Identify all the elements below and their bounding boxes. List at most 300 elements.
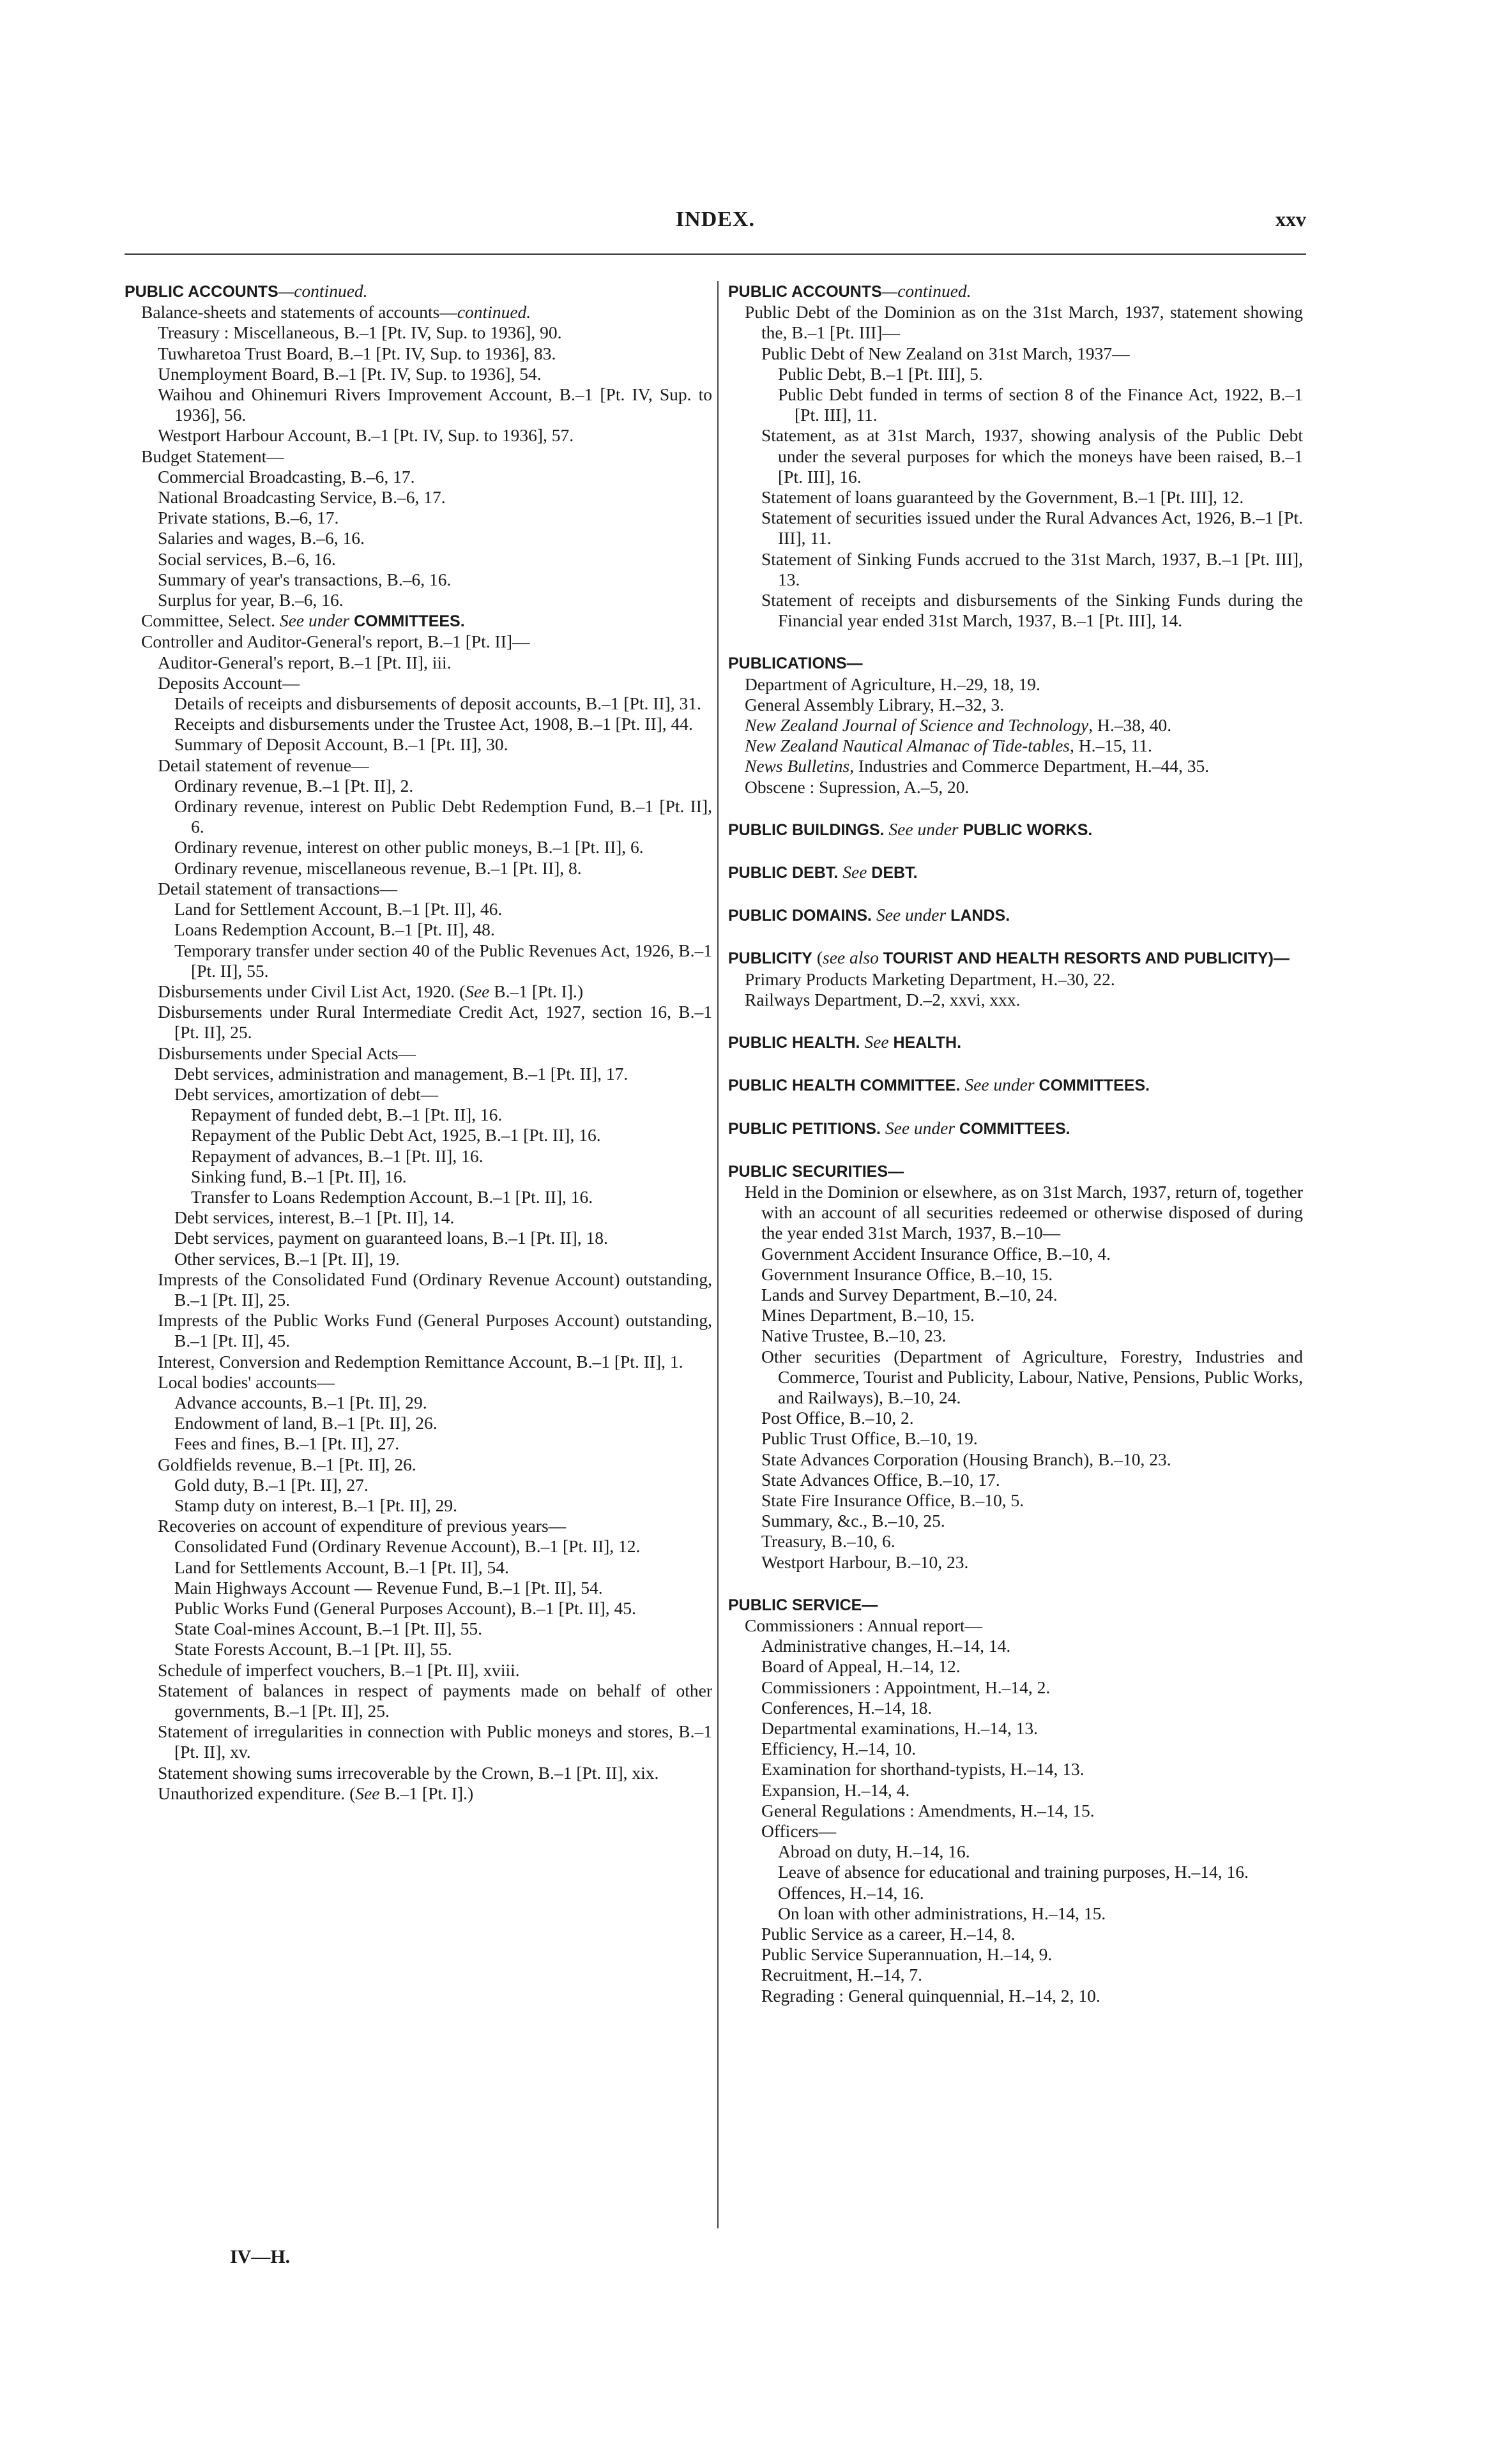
heading-text: PUBLICATIONS— [728,654,863,673]
entry-text: Imprests of the Consolidated Fund (Ordinary Revenue Account) outstanding, B.–1 [Pt. II], 25. [158,1269,712,1310]
heading-text: PUBLIC DEBT. [728,864,843,882]
index-entry [125,1064,712,1084]
index-entry [125,1763,712,1783]
heading-text: TOURIST AND HEALTH RESORTS AND PUBLICITY)— [878,949,1290,968]
italic-text: See [864,1032,889,1052]
index-entry [728,736,1303,756]
entry-text: Details of receipts and disbursements of deposit accounts, B.–1 [Pt. II], 31. [174,693,701,714]
italic-text: News Bulletins [745,756,850,776]
entry-text: Advance accounts, B.–1 [Pt. II], 29. [174,1392,427,1412]
heading-text: COMMITTEES. [955,1119,1070,1138]
index-entry [728,1636,1303,1656]
entry-text: Deposits Account— [158,672,300,693]
index-entry [125,1536,712,1557]
entry-text: , H.–38, 40. [1088,715,1172,736]
index-entry [125,1598,712,1619]
entry-text: Mines Department, B.–10, 15. [761,1305,975,1326]
entry-text: Other securities (Department of Agriculture, Forestry, Industries and Commerce, Tourist and Publicity, Labour, Native, Pensions, Public Works, and Railways), B.–10, 24. [761,1346,1303,1407]
index-entry [125,879,712,899]
heading-text: PUBLIC HEALTH. [728,1034,865,1052]
entry-text: Main Highways Account — Revenue Fund, B.–1 [Pt. II], 54. [174,1577,603,1598]
index-entry [728,1924,1303,1944]
index-entry [728,1490,1303,1511]
index-entry [728,756,1303,776]
page-header [125,208,1306,246]
entry-text: General Assembly Library, H.–32, 3. [745,694,1005,714]
entry-text: Primary Products Marketing Department, H.–30, 22. [745,969,1115,989]
index-heading [728,653,1303,674]
index-entry [125,1495,712,1516]
entry-text: Government Accident Insurance Office, B.–10, 4. [761,1243,1111,1264]
entry-spacer [728,1096,1303,1118]
index-entry [125,1639,712,1659]
index-entry [125,425,712,446]
entry-text: , Industries and Commerce Department, H.–44, 35. [849,756,1210,776]
entry-text: Statement of securities issued under the Rural Advances Act, 1926, B.–1 [Pt. III], 11. [761,508,1303,548]
index-entry [125,776,712,796]
entry-text: Detail statement of revenue— [158,755,369,775]
index-entry [125,941,712,981]
index-heading [728,1118,1303,1139]
index-entry [728,1511,1303,1531]
index-entry [728,1739,1303,1759]
index-entry [125,384,712,425]
index-entry [728,1986,1303,2006]
index-column-left [125,281,712,1804]
index-entry [125,796,712,837]
entry-text: Administrative changes, H.–14, 14. [761,1636,1011,1656]
index-entry [728,695,1303,715]
entry-text: Unauthorized expenditure. ( [158,1783,356,1803]
entry-text: State Advances Corporation (Housing Branch), B.–10, 23. [761,1449,1171,1469]
entry-text: Public Debt of New Zealand on 31st March, 1937— [761,343,1130,363]
italic-text: —continued. [278,281,368,301]
italic-text: See under [964,1075,1035,1095]
entry-text: Debt services, interest, B.–1 [Pt. II], 14. [174,1207,455,1228]
entry-text: Controller and Auditor-General's report, B.–1 [Pt. II]— [141,631,530,652]
index-entry [728,674,1303,695]
index-entry [125,610,712,631]
index-entry [125,1578,712,1598]
heading-text: PUBLIC SECURITIES— [728,1162,904,1181]
index-entry [728,1801,1303,1821]
index-entry [125,1310,712,1351]
index-heading [728,1075,1303,1096]
entry-text: Regrading : General quinquennial, H.–14, 2, 10. [761,1985,1100,2006]
index-entry [125,1681,712,1721]
index-entry [125,693,712,714]
entry-text: Other services, B.–1 [Pt. II], 19. [174,1248,400,1269]
entry-text: Repayment of advances, B.–1 [Pt. II], 16. [191,1145,483,1166]
index-entry [125,1125,712,1145]
index-entry [125,1433,712,1454]
index-entry [125,1660,712,1681]
entry-text: Loans Redemption Account, B.–1 [Pt. II], 48. [174,919,495,940]
entry-text: Public Debt, B.–1 [Pt. III], 5. [778,363,983,384]
index-heading [728,819,1303,840]
entry-text: On loan with other administrations, H.–14, 15. [778,1903,1106,1923]
index-entry [125,590,712,610]
index-entry [125,508,712,528]
index-entry [728,1408,1303,1428]
entry-text: Obscene : Supression, A.–5, 20. [745,776,970,797]
index-entry [125,467,712,487]
italic-text: See [842,862,867,882]
entry-text: , H.–15, 11. [1070,736,1152,756]
index-entry [125,344,712,364]
index-entry [125,1043,712,1064]
index-entry [125,487,712,508]
entry-text: Recoveries on account of expenditure of previous years— [158,1516,567,1536]
entry-text: Post Office, B.–10, 2. [761,1408,914,1428]
entry-text: Leave of absence for educational and training purposes, H.–14, 16. [778,1862,1249,1882]
heading-text: DEBT. [867,864,918,882]
index-entry [125,919,712,940]
heading-text: PUBLIC DOMAINS. [728,907,876,925]
italic-text: New Zealand Nautical Almanac of Tide-tables [745,736,1070,756]
header-rule [125,253,1306,255]
entry-text: Statement of irregularities in connection with Public moneys and stores, B.–1 [Pt. II], xv. [158,1721,712,1762]
entry-text: B.–1 [Pt. I].) [489,981,584,1001]
index-entry [125,1413,712,1433]
entry-text: Disbursements under Special Acts— [158,1043,416,1063]
entry-text: Conferences, H.–14, 18. [761,1697,933,1718]
entry-text: State Fire Insurance Office, B.–10, 5. [761,1490,1024,1510]
index-entry [728,487,1303,508]
index-entry [125,1105,712,1125]
signature-mark: IV—H. [230,2246,291,2267]
entry-text: Receipts and disbursements under the Trustee Act, 1908, B.–1 [Pt. II], 44. [174,714,693,734]
heading-text: COMMITTEES. [1034,1077,1150,1095]
index-heading [728,1161,1303,1182]
entry-text: Ordinary revenue, miscellaneous revenue, B.–1 [Pt. II], 8. [174,858,582,878]
entry-text: Westport Harbour Account, B.–1 [Pt. IV, Sup. to 1936], 57. [158,425,574,446]
index-entry [728,1305,1303,1326]
entry-text: B.–1 [Pt. I].) [379,1783,474,1803]
entry-text: Committee, Select. [141,610,280,631]
index-entry [728,1759,1303,1780]
entry-text: Summary, &c., B.–10, 25. [761,1511,945,1531]
index-entry [125,1721,712,1762]
entry-text: Statement of balances in respect of payments made on behalf of other governments, B.–1 [Pt. II], 25. [158,1680,712,1721]
index-entry [728,1615,1303,1636]
index-entry [125,858,712,879]
entry-text: Statement of receipts and disbursements of the Sinking Funds during the Financial year ended 31st March, 1937, B.–1 [Pt. III], 14. [761,590,1303,631]
entry-text: Statement, as at 31st March, 1937, showing analysis of the Public Debt under the several purposes for which the moneys have been raised, B.–1 [Pt. III], 16. [761,425,1303,487]
entry-text: Commercial Broadcasting, B.–6, 17. [158,466,415,487]
index-entry [125,302,712,322]
entry-text: Social services, B.–6, 16. [158,548,336,569]
entry-text: Ordinary revenue, interest on other public moneys, B.–1 [Pt. II], 6. [174,837,644,858]
index-heading [728,1032,1303,1053]
index-entry [125,837,712,858]
italic-text: See under [885,1117,955,1138]
index-entry [125,1249,712,1269]
index-entry [728,1698,1303,1718]
entry-text: General Regulations : Amendments, H.–14, 15. [761,1800,1095,1820]
entry-text: National Broadcasting Service, B.–6, 17. [158,487,446,508]
index-entry [125,322,712,343]
index-entry [728,1428,1303,1449]
heading-text: PUBLIC WORKS. [958,820,1093,839]
index-entry [728,715,1303,736]
index-entry [125,1228,712,1248]
entry-text: Officers— [761,1821,837,1841]
italic-text: continued. [457,302,531,322]
heading-text: HEALTH. [888,1034,962,1052]
entry-text: Board of Appeal, H.–14, 12. [761,1656,961,1677]
entry-text: Treasury, B.–10, 6. [761,1531,895,1552]
index-entry [728,590,1303,631]
index-entry [125,1372,712,1393]
italic-text: See [465,981,490,1001]
index-entry [125,899,712,919]
heading-text: PUBLIC ACCOUNTS [728,283,882,301]
entry-text: Statement showing sums irrecoverable by the Crown, B.–1 [Pt. II], xix. [158,1762,659,1783]
entry-text: Salaries and wages, B.–6, 16. [158,528,365,548]
entry-spacer [728,1139,1303,1161]
entry-text: Gold duty, B.–1 [Pt. II], 27. [174,1474,369,1495]
index-entry [125,1516,712,1536]
entry-text: Goldfields revenue, B.–1 [Pt. II], 26. [158,1454,416,1474]
entry-text: Departmental examinations, H.–14, 13. [761,1718,1039,1738]
entry-text: Land for Settlement Account, B.–1 [Pt. II], 46. [174,899,503,919]
entry-text: Repayment of the Public Debt Act, 1925, B.–1 [Pt. II], 16. [191,1125,601,1145]
index-entry [728,344,1303,364]
index-entry [125,446,712,467]
index-entry [125,673,712,693]
italic-text: New Zealand Journal of Science and Technology [745,715,1089,736]
entry-text: Consolidated Fund (Ordinary Revenue Account), B.–1 [Pt. II], 12. [174,1536,641,1557]
entry-text: Repayment of funded debt, B.–1 [Pt. II], 16. [191,1105,503,1125]
entry-spacer [728,1573,1303,1594]
index-entry [125,549,712,570]
entry-text: Fees and fines, B.–1 [Pt. II], 27. [174,1433,400,1454]
index-entry [728,1470,1303,1490]
entry-text: Westport Harbour, B.–10, 23. [761,1552,969,1572]
index-entry [125,1002,712,1043]
index-entry [125,755,712,776]
index-entry [728,384,1303,425]
entry-text: Department of Agriculture, H.–29, 18, 19. [745,674,1040,694]
entry-text: Unemployment Board, B.–1 [Pt. IV, Sup. to 1936], 54. [158,363,542,384]
entry-text: Commissioners : Appointment, H.–14, 2. [761,1677,1051,1697]
index-entry [125,1783,712,1804]
entry-text: Temporary transfer under section 40 of the Public Revenues Act, 1926, B.–1 [Pt. II], 55. [174,940,712,981]
index-entry [728,549,1303,590]
entry-text: Native Trustee, B.–10, 23. [761,1326,947,1346]
index-entry [728,364,1303,384]
entry-text: ( [812,948,823,968]
index-column-right [728,281,1303,2006]
entry-text: Statement of loans guaranteed by the Government, B.–1 [Pt. III], 12. [761,487,1244,508]
index-entry [728,777,1303,797]
entry-text: Railways Department, D.–2, xxvi, xxx. [745,989,1021,1009]
heading-text: COMMITTEES. [349,612,465,631]
index-entry [728,1903,1303,1924]
index-heading [125,281,712,302]
entry-text: Examination for shorthand-typists, H.–14, 13. [761,1759,1085,1780]
entry-text: Private stations, B.–6, 17. [158,508,339,528]
index-entry [728,1862,1303,1882]
entry-text: Detail statement of transactions— [158,878,397,898]
entry-text: Debt services, payment on guaranteed loans, B.–1 [Pt. II], 18. [174,1228,608,1248]
column-divider [717,281,719,2228]
index-entry [728,1965,1303,1985]
index-entry [125,1475,712,1495]
index-entry [728,508,1303,548]
entry-text: Land for Settlements Account, B.–1 [Pt. II], 54. [174,1557,509,1577]
index-entry [728,990,1303,1010]
entry-text: Abroad on duty, H.–14, 16. [778,1841,970,1862]
italic-text: See [355,1783,380,1803]
entry-text: Local bodies' accounts— [158,1372,335,1392]
entry-text: Tuwharetoa Trust Board, B.–1 [Pt. IV, Sup. to 1936], 83. [158,343,556,363]
entry-spacer [728,1010,1303,1032]
index-entry [728,1552,1303,1573]
entry-text: State Advances Office, B.–10, 17. [761,1469,1000,1490]
index-entry [728,1531,1303,1552]
entry-text: Offences, H.–14, 16. [778,1882,924,1903]
index-entry [125,570,712,590]
heading-text: PUBLIC HEALTH COMMITTEE. [728,1077,965,1095]
index-entry [728,969,1303,990]
index-entry [125,1146,712,1167]
italic-text: See under [888,819,959,839]
italic-text: see also [823,948,879,968]
index-entry [125,631,712,652]
entry-text: Public Debt funded in terms of section 8 of the Finance Act, 1922, B.–1 [Pt. III], 11. [778,384,1303,425]
index-heading [728,1594,1303,1615]
entry-text: Disbursements under Rural Intermediate Credit Act, 1927, section 16, B.–1 [Pt. II], 25. [158,1002,712,1043]
index-entry [728,1347,1303,1409]
italic-text: See under [279,610,350,631]
heading-text: PUBLIC ACCOUNTS [125,283,278,301]
index-entry [125,1455,712,1475]
heading-text: LANDS. [946,907,1010,925]
heading-text: PUBLIC PETITIONS. [728,1119,885,1138]
entry-text: Interest, Conversion and Redemption Remittance Account, B.–1 [Pt. II], 1. [158,1351,683,1372]
heading-text: PUBLIC BUILDINGS. [728,820,889,839]
entry-text: Recruitment, H.–14, 7. [761,1965,923,1985]
index-entry [728,1944,1303,1965]
index-heading [728,905,1303,926]
index-entry [728,1821,1303,1841]
index-entry [728,1780,1303,1801]
entry-spacer [728,797,1303,819]
entry-text: Schedule of imperfect vouchers, B.–1 [Pt. II], xviii. [158,1659,520,1680]
entry-text: State Forests Account, B.–1 [Pt. II], 55. [174,1639,452,1659]
index-entry [125,1084,712,1105]
entry-text: Transfer to Loans Redemption Account, B.–1 [Pt. II], 16. [191,1186,593,1207]
page-number: xxv [1275,208,1306,231]
index-entry [728,1883,1303,1903]
entry-text: Sinking fund, B.–1 [Pt. II], 16. [191,1166,407,1186]
index-entry [728,302,1303,343]
index-heading [728,948,1303,969]
index-entry [125,653,712,673]
index-entry [125,1393,712,1413]
italic-text: See under [876,905,947,925]
entry-text: Waihou and Ohinemuri Rivers Improvement Account, B.–1 [Pt. IV, Sup. to 1936], 56. [158,384,712,425]
entry-spacer [728,883,1303,905]
index-entry [125,1187,712,1207]
index-heading [728,281,1303,302]
index-entry [728,1264,1303,1285]
index-entry [728,1326,1303,1346]
entry-text: Budget Statement— [141,446,284,466]
entry-text: State Coal-mines Account, B.–1 [Pt. II], 55. [174,1619,482,1639]
heading-text: PUBLIC SERVICE— [728,1596,878,1614]
heading-text: PUBLICITY [728,949,812,968]
index-entry [728,1285,1303,1305]
index-entry [728,425,1303,487]
entry-text: Imprests of the Public Works Fund (General Purposes Account) outstanding, B.–1 [Pt. II], 45. [158,1310,712,1351]
entry-text: Expansion, H.–14, 4. [761,1780,910,1800]
entry-text: Debt services, amortization of debt— [174,1084,439,1104]
italic-text: —continued. [881,281,971,301]
entry-spacer [728,840,1303,862]
entry-text: Public Debt of the Dominion as on the 31st March, 1937, statement showing the, B.–1 [Pt. III]— [745,302,1303,343]
entry-text: Lands and Survey Department, B.–10, 24. [761,1284,1058,1304]
entry-text: Auditor-General's report, B.–1 [Pt. II], iii. [158,652,452,672]
entry-text: Commissioners : Annual report— [745,1615,982,1635]
index-entry [728,1718,1303,1739]
index-entry [125,1167,712,1187]
index-entry [125,734,712,755]
entry-text: Public Service as a career, H.–14, 8. [761,1924,1016,1944]
index-entry [728,1841,1303,1862]
index-entry [125,528,712,548]
index-entry [125,1352,712,1372]
entry-text: Summary of Deposit Account, B.–1 [Pt. II], 30. [174,734,508,755]
entry-text: Government Insurance Office, B.–10, 15. [761,1264,1053,1284]
index-entry [125,1207,712,1228]
entry-text: Public Works Fund (General Purposes Account), B.–1 [Pt. II], 45. [174,1598,636,1618]
entry-text: Public Service Superannuation, H.–14, 9. [761,1944,1053,1965]
entry-text: Efficiency, H.–14, 10. [761,1739,917,1759]
entry-text: Debt services, administration and management, B.–1 [Pt. II], 17. [174,1063,628,1084]
entry-text: Endowment of land, B.–1 [Pt. II], 26. [174,1413,438,1433]
entry-text: Disbursements under Civil List Act, 1920. ( [158,981,466,1001]
entry-text: Statement of Sinking Funds accrued to the 31st March, 1937, B.–1 [Pt. III], 13. [761,548,1303,589]
entry-text: Public Trust Office, B.–10, 19. [761,1428,978,1449]
index-entry [125,1619,712,1639]
index-heading [728,862,1303,883]
entry-spacer [728,926,1303,948]
index-entry [728,1244,1303,1264]
entry-text: Held in the Dominion or elsewhere, as on 31st March, 1937, return of, together with an account of all securities redeemed or otherwise disposed of during the year ended 31st March, 1937, B.–10— [745,1181,1303,1243]
entry-spacer [728,631,1303,653]
index-entry [125,364,712,384]
entry-text: Summary of year's transactions, B.–6, 16. [158,569,452,589]
entry-text: Treasury : Miscellaneous, B.–1 [Pt. IV, Sup. to 1936], 90. [158,322,562,343]
index-entry [125,1557,712,1578]
index-entry [125,714,712,734]
page-title: INDEX. [675,208,756,231]
entry-text: Stamp duty on interest, B.–1 [Pt. II], 29. [174,1495,458,1515]
index-entry [728,1677,1303,1698]
entry-text: Surplus for year, B.–6, 16. [158,590,344,610]
index-entry [728,1182,1303,1244]
index-entry [728,1449,1303,1470]
index-entry [728,1656,1303,1677]
entry-spacer [728,1053,1303,1075]
index-entry [125,981,712,1002]
entry-text: Ordinary revenue, interest on Public Debt Redemption Fund, B.–1 [Pt. II], 6. [174,796,712,837]
entry-text: Ordinary revenue, B.–1 [Pt. II], 2. [174,775,414,796]
index-entry [125,1269,712,1310]
